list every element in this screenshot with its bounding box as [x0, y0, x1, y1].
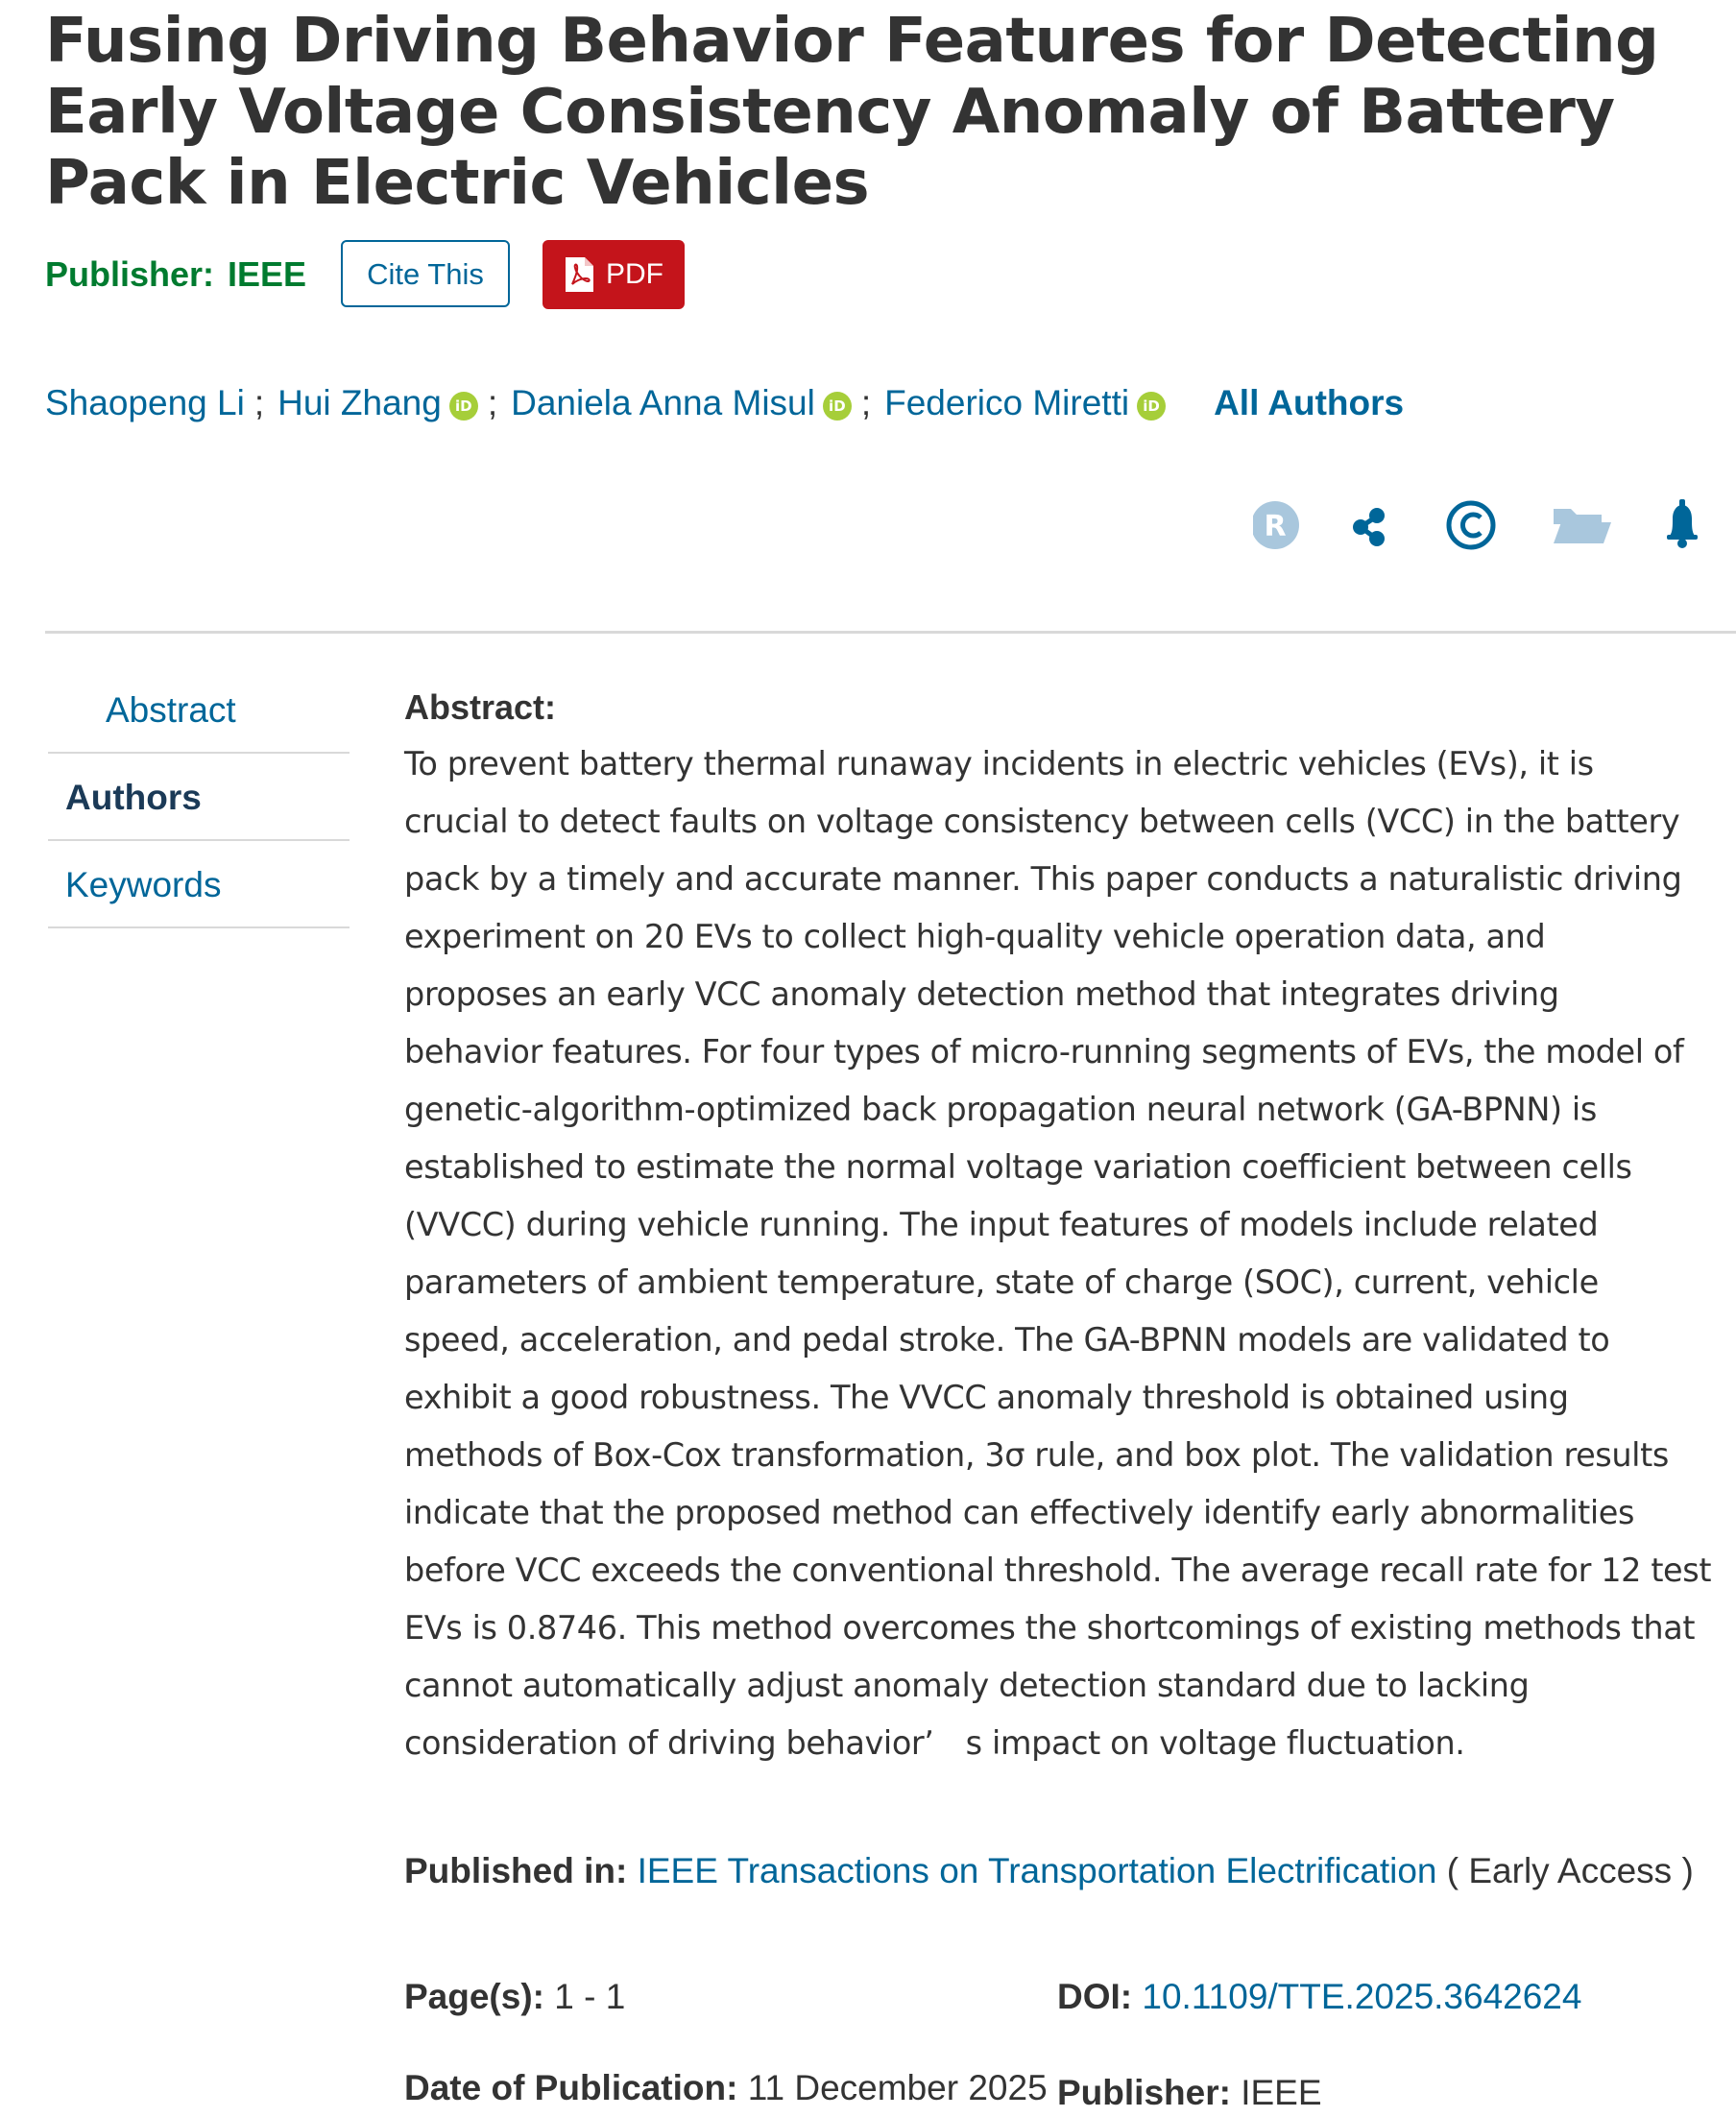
author-separator: ;	[253, 383, 265, 422]
abstract-line: experiment on 20 EVs to collect high-quality vehicle operation data, and	[404, 918, 1546, 955]
abstract-line: indicate that the proposed method can effectively identify early abnormalities	[404, 1494, 1635, 1531]
abstract-line: crucial to detect faults on voltage consistency between cells (VCC) in the battery	[404, 803, 1680, 840]
published-in-label: Published in:	[404, 1851, 628, 1890]
abstract-line: parameters of ambient temperature, state of charge (SOC), current, vehicle	[404, 1263, 1599, 1301]
section-nav	[48, 677, 350, 928]
pdf-button[interactable]	[542, 240, 685, 309]
abstract-line: exhibit a good robustness. The VVCC anomaly threshold is obtained using	[404, 1379, 1569, 1416]
publisher-row	[45, 240, 1197, 309]
abstract-heading: Abstract:	[404, 687, 557, 727]
abstract-line: To prevent battery thermal runaway incidents in electric vehicles (EVs), it is	[404, 745, 1594, 782]
bell-icon[interactable]	[1660, 490, 1736, 566]
pdf-label: PDF	[606, 258, 663, 290]
author-separator: ;	[487, 383, 498, 422]
author-link[interactable]: Federico Miretti	[884, 383, 1130, 422]
abstract-text	[404, 735, 1715, 1772]
abstract-line: genetic-algorithm-optimized back propagation neural network (GA-BPNN) is	[404, 1091, 1597, 1128]
abstract-line: cannot automatically adjust anomaly detection standard due to lacking	[404, 1667, 1530, 1704]
all-authors-link[interactable]: All Authors	[1214, 383, 1405, 422]
pages-label: Page(s):	[404, 1977, 544, 2016]
author-link[interactable]: Shaopeng Li	[45, 383, 245, 422]
publisher-value: IEEE	[228, 254, 307, 294]
article-title: Fusing Driving Behavior Features for Detecting Early Voltage Consistency Anomaly of Battery Pack in Electric Vehicles	[45, 6, 1659, 219]
doi-info	[1057, 1973, 1581, 2021]
section-divider	[45, 631, 1736, 634]
publisher-meta-value: IEEE	[1241, 2073, 1322, 2112]
author-link[interactable]: Hui Zhang	[277, 383, 442, 422]
date-label: Date of Publication:	[404, 2068, 738, 2107]
doi-link[interactable]: 10.1109/TTE.2025.3642624	[1142, 1977, 1582, 2016]
orcid-icon[interactable]: iD	[449, 392, 478, 421]
abstract-line: before VCC exceeds the conventional threshold. The average recall rate for 12 test	[404, 1552, 1712, 1589]
page-range	[404, 1973, 625, 2021]
date-value: 11 December 2025	[747, 2068, 1048, 2107]
cite-this-button[interactable]: Cite This	[341, 240, 510, 307]
author-separator: ;	[860, 383, 872, 422]
rights-letter: R	[1264, 510, 1287, 543]
publication-date	[404, 2064, 1048, 2112]
author-link[interactable]: Daniela Anna Misul	[511, 383, 815, 422]
abstract-line: methods of Box-Cox transformation, 3σ rule, and box plot. The validation results	[404, 1436, 1669, 1474]
folder-icon[interactable]	[1552, 490, 1628, 566]
copyright-icon[interactable]	[1446, 490, 1523, 566]
orcid-icon[interactable]: iD	[823, 392, 852, 421]
abstract-line: speed, acceleration, and pedal stroke. The GA-BPNN models are validated to	[404, 1321, 1610, 1359]
early-access-label: ( Early Access )	[1446, 1851, 1694, 1890]
pdf-icon	[564, 256, 594, 293]
pages-value: 1 - 1	[554, 1977, 626, 2016]
publisher-meta-label: Publisher:	[1057, 2073, 1231, 2112]
journal-link[interactable]: IEEE Transactions on Transportation Electrification	[637, 1851, 1437, 1890]
author-list	[45, 379, 1677, 427]
abstract-line: pack by a timely and accurate manner. This paper conducts a naturalistic driving	[404, 860, 1682, 898]
publisher-info	[45, 240, 306, 309]
published-in	[404, 1847, 1694, 1895]
publisher-meta	[1057, 2069, 1322, 2117]
abstract-line: consideration of driving behavior’ s impact on voltage fluctuation.	[404, 1724, 1465, 1762]
nav-item-authors[interactable]: Authors	[48, 754, 350, 841]
abstract-line: (VVCC) during vehicle running. The input features of models include related	[404, 1206, 1599, 1243]
share-icon[interactable]	[1352, 490, 1429, 566]
abstract-section	[404, 684, 1715, 1772]
abstract-line: EVs is 0.8746. This method overcomes the shortcomings of existing methods that	[404, 1609, 1696, 1647]
nav-item-keywords[interactable]: Keywords	[48, 841, 350, 928]
doi-label: DOI:	[1057, 1977, 1133, 2016]
abstract-line: proposes an early VCC anomaly detection method that integrates driving	[404, 975, 1559, 1013]
abstract-line: behavior features. For four types of micro-running segments of EVs, the model of	[404, 1033, 1684, 1071]
rights-permissions-icon[interactable]	[1253, 490, 1330, 566]
article-actions	[0, 490, 1736, 566]
abstract-line: established to estimate the normal voltage variation coefficient between cells	[404, 1148, 1632, 1186]
nav-item-abstract[interactable]: Abstract	[48, 677, 350, 754]
orcid-icon[interactable]: iD	[1137, 392, 1166, 421]
publisher-label: Publisher:	[45, 254, 215, 294]
